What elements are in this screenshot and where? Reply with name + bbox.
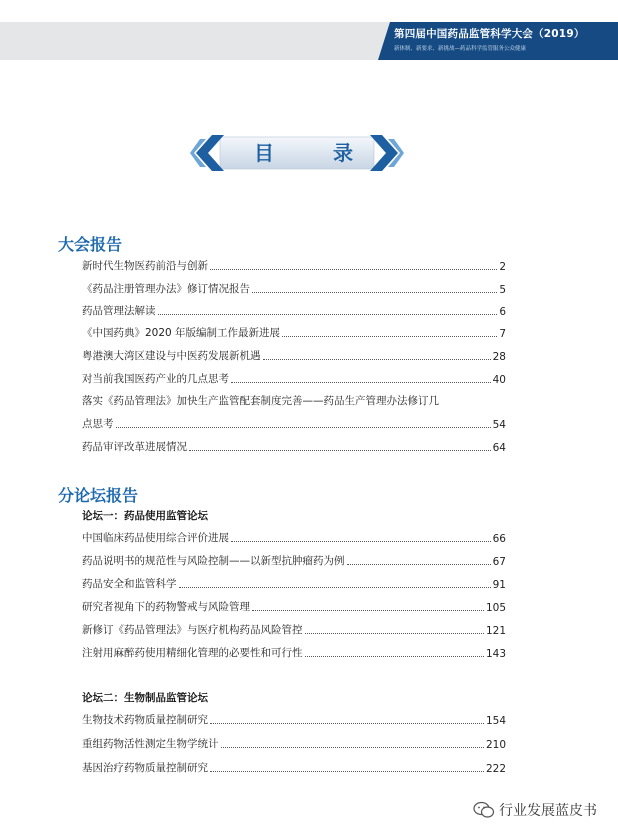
toc-title: 目 录 [254,141,379,165]
section-title: 分论坛报告 [58,486,139,505]
toc-entry[interactable]: 药品说明书的规范性与风险控制——以新型抗肿瘤药为例 67 [82,555,506,568]
toc-entry[interactable]: 新修订《药品管理法》与医疗机构药品风险管控 121 [82,624,506,637]
toc-entry[interactable]: 《药品注册管理办法》修订情况报告 5 [82,283,506,296]
section-title: 大会报告 [58,235,123,254]
toc-entry-long-title[interactable]: 落实《药品管理法》加快生产监管配套制度完善——药品生产管理办法修订几 [82,395,439,407]
toc-entry[interactable]: 注射用麻醉药使用精细化管理的必要性和可行性 143 [82,647,506,660]
forum-title: 论坛一：药品使用监管论坛 [82,510,208,522]
toc-entry[interactable]: 药品审评改革进展情况 64 [82,441,506,454]
toc-entry[interactable]: 《中国药典》2020 年版编制工作最新进展 7 [82,327,506,340]
wechat-icon [473,801,495,819]
toc-entry[interactable]: 对当前我国医药产业的几点思考 40 [82,373,506,386]
watermark-text: 行业发展蓝皮书 [499,803,597,819]
watermark [473,797,597,823]
conference-title: 第四届中国药品监管科学大会（2019） [394,28,585,40]
toc-entry[interactable]: 生物技术药物质量控制研究 154 [82,714,506,727]
conference-subtitle: 新体制、新要求、新挑战—药品科学监管服务公众健康 [394,46,527,52]
toc-entry[interactable]: 药品管理法解读 6 [82,305,506,318]
toc-entry[interactable]: 研究者视角下的药物警戒与风险管理 105 [82,601,506,614]
toc-entry[interactable]: 新时代生物医药前沿与创新 2 [82,260,506,273]
toc-entry[interactable]: 中国临床药品使用综合评价进展 66 [82,532,506,545]
toc-entry[interactable]: 粤港澳大湾区建设与中医药发展新机遇 28 [82,350,506,363]
toc-entry[interactable]: 基因治疗药物质量控制研究 222 [82,762,506,775]
forum-title: 论坛二：生物制品监管论坛 [82,692,208,704]
toc-entry[interactable]: 重组药物活性测定生物学统计 210 [82,738,506,751]
toc-entry[interactable]: 药品安全和监管科学 91 [82,578,506,591]
toc-entry[interactable]: 点思考 54 [82,418,506,431]
